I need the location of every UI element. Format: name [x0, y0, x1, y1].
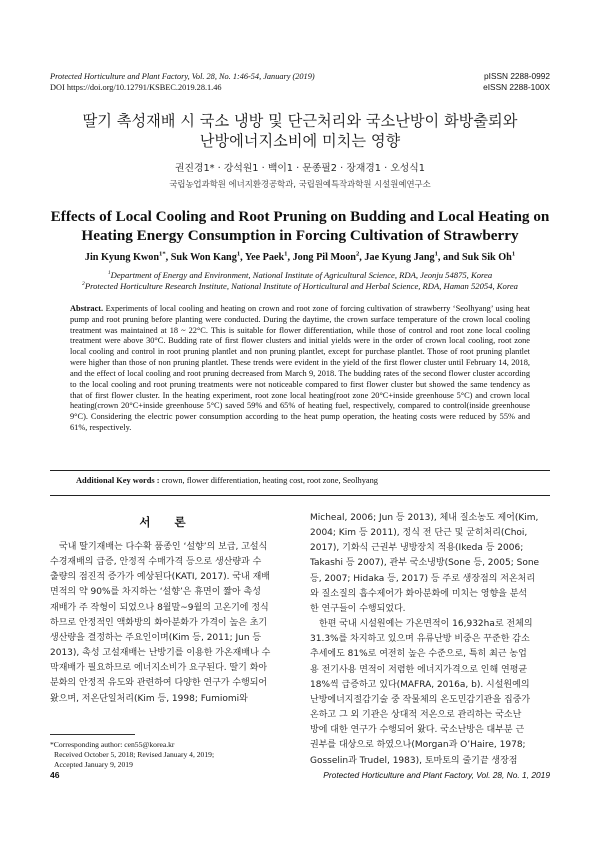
body-line: 방에 대한 연구가 수행되어 왔다. 국소난방은 대부분 근	[310, 725, 525, 736]
pissn: pISSN 2288-0992	[484, 71, 550, 81]
author-name: Jong Pil Moon	[292, 252, 356, 263]
body-line: Takashi 등 2007), 관부 국소냉방(Sone 등, 2005; Sone	[310, 558, 540, 569]
footer-journal: Protected Horticulture and Plant Factory, Vol. 28, No. 1, 2019	[323, 770, 550, 780]
body-line: 온하고 그 외 기관은 상대적 저온으로 관리하는 국소난	[310, 710, 522, 721]
body-line: 국내 딸기재배는 다수확 품종인 ‘설향’의 보급, 고설식	[59, 542, 268, 552]
author-affiliation-mark: 1*	[159, 250, 166, 258]
journal-citation: Protected Horticulture and Plant Factory, Vol. 28, No. 1:46-54, January (2019)	[50, 72, 315, 81]
author-separator: ,	[359, 252, 365, 263]
abstract-text: Experiments of local cooling and heating on crown and root zone of forcing cultivation of strawberry ‘Seolhyang’ using heat pump and root pruning before planting were conducted. During the daytime, the crown surface temperature of the crown local cooling treatment was maintained at 18 ~ 22°C. This is suitable for flower differentiation, while those of control and root zone local cooling treatment were above 30°C. Budding rate of first flower clusters and initial yields were in the order of crown local cooling, root zone local cooling and control in root pruning plantlet and non pruning plantlet, except for purchase plantlet. Those of root pruning plantlet were higher than those of non pruning plantlet. These trends were evident in the yield of the first flower cluster until February 14, 2018, and the effect of local cooling and root pruning decreased from March 9, 2018. The budding rates of the second flower cluster according to the local cooling and root pruning treatments were not noticeable compared to first flower cluster but showed the same tendency as that of first flower cluster. In the heating experiment, root zone local heating(root zone 20°C+inside greenhouse 5°C) and crown local heating(crown 20°C+inside greenhouse 5°C) saved 59% and 65% of heating fuel, respectively, compared to control(inside greenhouse 9°C). Considering the electric power consumption according to the heat pump operation, the heating costs were reduced by 55% and 61%, respectively.	[70, 304, 530, 433]
author-separator: ,	[240, 252, 245, 263]
korean-title-line2: 난방에너지소비에 미치는 영향	[199, 131, 401, 150]
section-title: 서 론	[139, 515, 196, 529]
keywords	[76, 476, 378, 485]
body-line: 등, 2007; Hidaka 등, 2017) 등 주로 생장점의 저온처리	[310, 573, 536, 584]
body-line: 와 질소질의 흡수제어가 화아분화에 미치는 영향을 분석	[310, 588, 528, 599]
body-line: 출량의 점진적 증가가 예상된다(KATI, 2017). 국내 재배	[50, 572, 270, 583]
footnote-rule	[50, 734, 135, 735]
body-line: 용 전기사용 면적이 저렴한 에너지가격으로 인해 연평균	[310, 664, 528, 675]
accepted-date: Accepted January 9, 2019	[54, 760, 133, 769]
body-line: 2004; Kim 등 2011), 정식 전 단근 및 굳히처리(Choi,	[310, 528, 528, 539]
abstract-label: Abstract.	[70, 304, 104, 313]
doi-line: DOI https://doi.org/10.12791/KSBEC.2019.28.1.46	[50, 83, 222, 93]
body-line: 수경재배의 급증, 안정적 수매가격 등으로 생산량과 수	[50, 557, 262, 568]
body-column-right	[310, 511, 545, 769]
body-line: 추세에도 81%로 여전히 높은 수준으로, 특히 최근 농업	[310, 649, 527, 660]
body-line: 2017), 기화식 근권부 냉방장치 적용(Ikeda 등 2006;	[310, 543, 524, 554]
body-line: 난방에너지절감기술 중 작물체의 온도민감기관을 집중가	[310, 694, 531, 705]
body-column-left	[50, 540, 285, 707]
body-line: 막재배가 필요하므로 에너지소비가 요구된다. 딸기 화아	[50, 663, 268, 674]
abstract	[70, 304, 530, 434]
author-name: Suk Won Kang	[170, 252, 237, 263]
author-affiliation-mark: 1	[284, 250, 288, 258]
author-name: Jin Kyung Kwon	[84, 252, 160, 263]
body-line: 한 연구들이 수행되었다.	[310, 603, 406, 614]
issn-block	[483, 71, 550, 93]
body-line: 한편 국내 시설원예는 가온면적이 16,932ha로 전체의	[319, 619, 533, 630]
body-line: 분화의 안정적 유도와 관련하여 다양한 연구가 수행되어	[50, 678, 268, 689]
body-line: 하므로 안정적인 액화방의 화아분화가 가격이 높은 초기	[50, 617, 268, 628]
english-authors	[40, 252, 560, 263]
korean-affiliation: 국립농업과학원 에너지환경공학과, 국립원예특작과학원 시설원예연구소	[169, 179, 431, 189]
page-number: 46	[50, 770, 60, 780]
body-line: 2013), 촉성 고설재배는 난방기를 이용한 가온재배나 수	[50, 648, 271, 659]
received-dates: Received October 5, 2018; Revised January 4, 2019;	[54, 750, 215, 759]
korean-title-line1: 딸기 촉성재배 시 국소 냉방 및 단근처리와 국소난방이 화방출뢰와	[82, 112, 518, 130]
author-separator: ,	[165, 252, 171, 263]
body-line: Gosselin과 Trudel, 1983), 토마토의 줄기끝 생장점	[310, 755, 518, 766]
author-name: Jae Kyung Jang	[364, 252, 435, 263]
affiliation-1: $^1$Department of Energy and Environment, National Institute of Agricultural Science, RDA, Jeonju 54875, Korea	[107, 270, 493, 280]
english-affiliations	[40, 270, 560, 293]
divider-bottom	[50, 495, 550, 496]
eissn: eISSN 2288-100X	[483, 82, 550, 93]
korean-title	[40, 112, 560, 151]
author-separator: , and	[437, 252, 462, 263]
body-line: 생산량을 결정하는 주요인이며(Kim 등, 2011; Jun 등	[50, 632, 262, 643]
body-line: Micheal, 2006; Jun 등 2013), 체내 질소농도 제어(Kim,	[310, 513, 539, 523]
corresponding-author: *Corresponding author: cen55@korea.kr	[50, 740, 175, 749]
keywords-label: Additional Key words :	[76, 476, 160, 485]
body-line: 왔으며, 저온단일처리(Kim 등, 1998; Fumiomi와	[50, 693, 248, 704]
author-name: Suk Sik Oh	[461, 252, 512, 263]
english-title-line1: Effects of Local Cooling and Root Pruning on Budding and Local Heating on	[50, 208, 550, 225]
body-line: 면적의 약 90%를 차지하는 ‘설향’은 휴면이 짧아 촉성	[50, 587, 261, 598]
body-line: 31.3%를 차지하고 있으며 유류난방 비중은 꾸준한 감소	[310, 634, 530, 645]
affiliation-2: $^2$Protected Horticulture Research Institute, National Institute of Horticultural and Herbal Science, RDA, Haman 52054, Korea	[82, 281, 518, 292]
body-line: 18%씩 급증하고 있다(MAFRA, 2016a, b). 시설원예의	[310, 679, 530, 690]
author-name: Yee Paek	[244, 252, 285, 263]
body-line: 재배가 주 작형이 되었으나 8월말~9월의 고온기에 정식	[50, 602, 269, 613]
keywords-text: crown, flower differentiation, heating cost, root zone, Seolhyang	[161, 476, 378, 485]
author-separator: ,	[287, 252, 293, 263]
author-affiliation-mark: 2	[355, 250, 360, 258]
footnote	[50, 740, 214, 770]
divider-top	[50, 470, 550, 471]
author-affiliation-mark: 1	[236, 250, 241, 258]
english-title	[40, 207, 560, 245]
author-affiliation-mark: 1	[434, 250, 438, 258]
body-line: 권부를 대상으로 하였으나(Morgan과 O’Haire, 1978;	[310, 740, 526, 751]
english-title-line2: Heating Energy Consumption in Forcing Cultivation of Strawberry	[81, 227, 519, 244]
author-affiliation-mark: 1	[511, 250, 516, 258]
journal-header	[50, 71, 315, 93]
korean-authors: 권진경1* · 강석원1 · 백이1 · 문종필2 · 장재경1 · 오성식1	[175, 163, 425, 174]
